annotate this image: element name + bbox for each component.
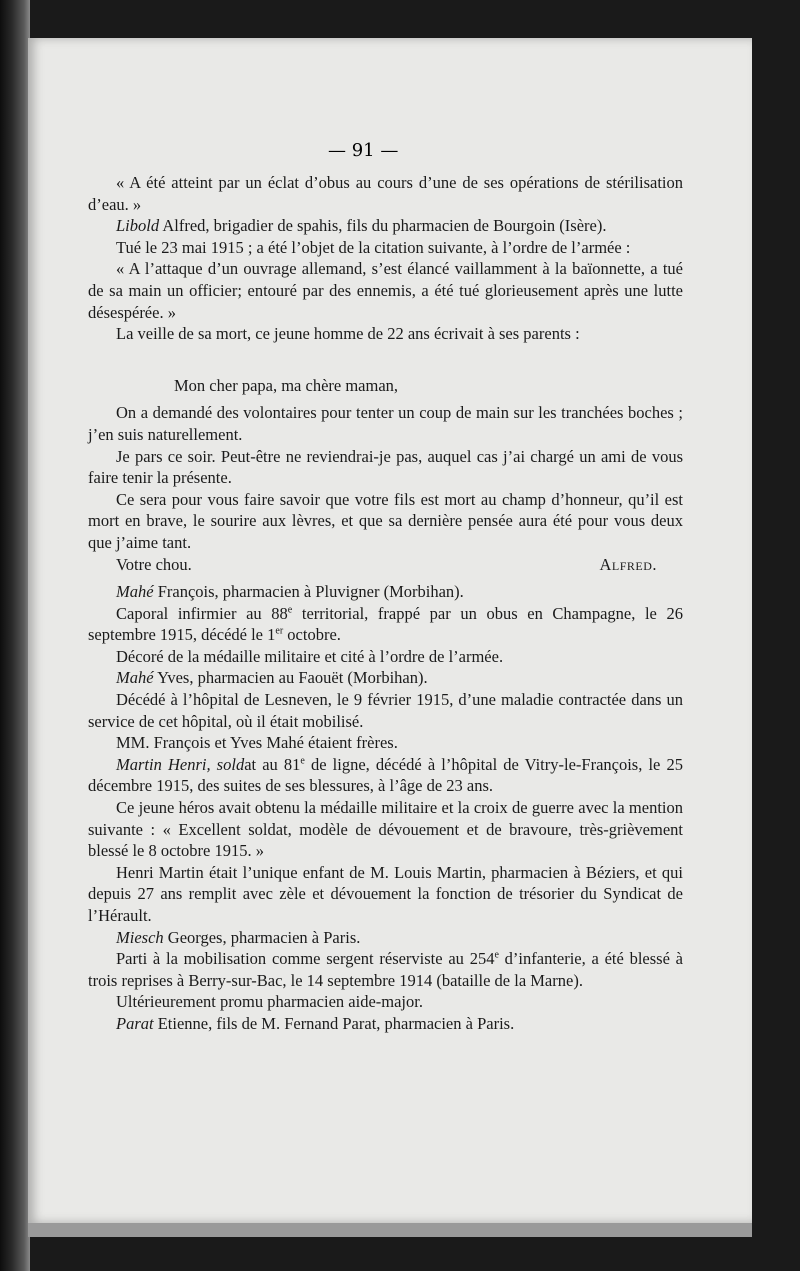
body-text bbox=[88, 172, 683, 1035]
paragraph: La veille de sa mort, ce jeune homme de 22 ans écrivait à ses parents : bbox=[116, 324, 580, 344]
paragraph: Tué le 23 mai 1915 ; a été l’objet de la citation suivante, à l’ordre de l’armée : bbox=[116, 237, 631, 257]
entry-parat: Parat Etienne, fils de M. Fernand Parat, pharmacien à Paris. bbox=[116, 1013, 515, 1033]
paragraph: MM. François et Yves Mahé étaient frères. bbox=[116, 733, 398, 753]
entry-name: Miesch bbox=[116, 927, 164, 947]
entry-name: Libold bbox=[116, 216, 160, 236]
letter-salutation: Mon cher papa, ma chère maman, bbox=[174, 375, 399, 395]
letter-paragraph: Je pars ce soir. Peut-être ne reviendrai-je pas, auquel cas j’ai chargé un ami de vous faire tenir la présente. bbox=[88, 446, 683, 488]
paragraph: Ultérieurement promu pharmacien aide-major. bbox=[116, 992, 423, 1012]
entry-mahe-francois: Mahé François, pharmacien à Pluvigner (Morbihan). bbox=[116, 582, 464, 602]
paragraph: Décédé à l’hôpital de Lesneven, le 9 février 1915, d’une maladie contractée dans un service de cet hôpital, où il était mobilisé. bbox=[88, 690, 683, 731]
paragraph: « A été atteint par un éclat d’obus au cours d’une de ses opérations de stérilisation d’eau. » bbox=[88, 173, 683, 214]
scan-left-edge bbox=[0, 0, 30, 1271]
page-number: — 91 — bbox=[328, 140, 399, 161]
entry-libold: Libold Alfred, brigadier de spahis, fils du pharmacien de Bourgoin (Isère). bbox=[116, 216, 607, 236]
letter-closing: Votre chou. bbox=[116, 554, 192, 574]
letter bbox=[88, 359, 683, 575]
entry-name: Mahé bbox=[116, 582, 154, 602]
letter-closing-line bbox=[88, 554, 683, 576]
entry-miesch: Miesch Georges, pharmacien à Paris. bbox=[116, 927, 361, 947]
entry-martin: Martin Henri, soldat au 81e de ligne, décédé à l’hôpital de Vitry-le-François, le 25 décembre 1915, des suites de ses blessures, à l’âge de 23 ans. bbox=[88, 754, 683, 796]
page-bottom-edge bbox=[28, 1223, 752, 1237]
entry-mahe-yves: Mahé Yves, pharmacien au Faouët (Morbihan). bbox=[116, 668, 428, 688]
paragraph: Décoré de la médaille militaire et cité à l’ordre de l’armée. bbox=[116, 646, 504, 666]
entry-name: Parat bbox=[116, 1013, 154, 1033]
letter-signature: Alfred. bbox=[599, 554, 657, 574]
entry-name: Mahé bbox=[116, 668, 154, 688]
citation: « A l’attaque d’un ouvrage allemand, s’est élancé vaillamment à la baïonnette, a tué de sa main un officier; entouré par des ennemis, a été tué glorieusement après une lutte désespérée. » bbox=[88, 259, 683, 322]
letter-paragraph: On a demandé des volontaires pour tenter un coup de main sur les tranchées boches ; j’en suis naturellement. bbox=[88, 403, 683, 444]
entry-name: Martin Henri, sold bbox=[116, 754, 245, 774]
paragraph: Ce jeune héros avait obtenu la médaille militaire et la croix de guerre avec la mention suivante : « Excellent soldat, modèle de dévouement et de bravoure, très-grièvement blessé le 8 octobre 1915. » bbox=[88, 798, 683, 861]
paragraph: Caporal infirmier au 88e territorial, frappé par un obus en Champagne, le 26 septembre 1915, décédé le 1er octobre. bbox=[88, 603, 683, 645]
letter-paragraph: Ce sera pour vous faire savoir que votre fils est mort au champ d’honneur, qu’il est mort en brave, le sourire aux lèvres, et que sa dernière pensée aura été pour vous deux que j’aime tant. bbox=[88, 489, 683, 552]
paragraph: Henri Martin était l’unique enfant de M. Louis Martin, pharmacien à Béziers, et qui depuis 27 ans remplit avec zèle et dévouement la fonction de trésorier du Syndicat de l’Hérault. bbox=[88, 862, 683, 925]
paragraph: Parti à la mobilisation comme sergent réserviste au 254e d’infanterie, a été blessé à trois reprises à Berry-sur-Bac, le 14 septembre 1914 (bataille de la Marne). bbox=[88, 949, 683, 990]
